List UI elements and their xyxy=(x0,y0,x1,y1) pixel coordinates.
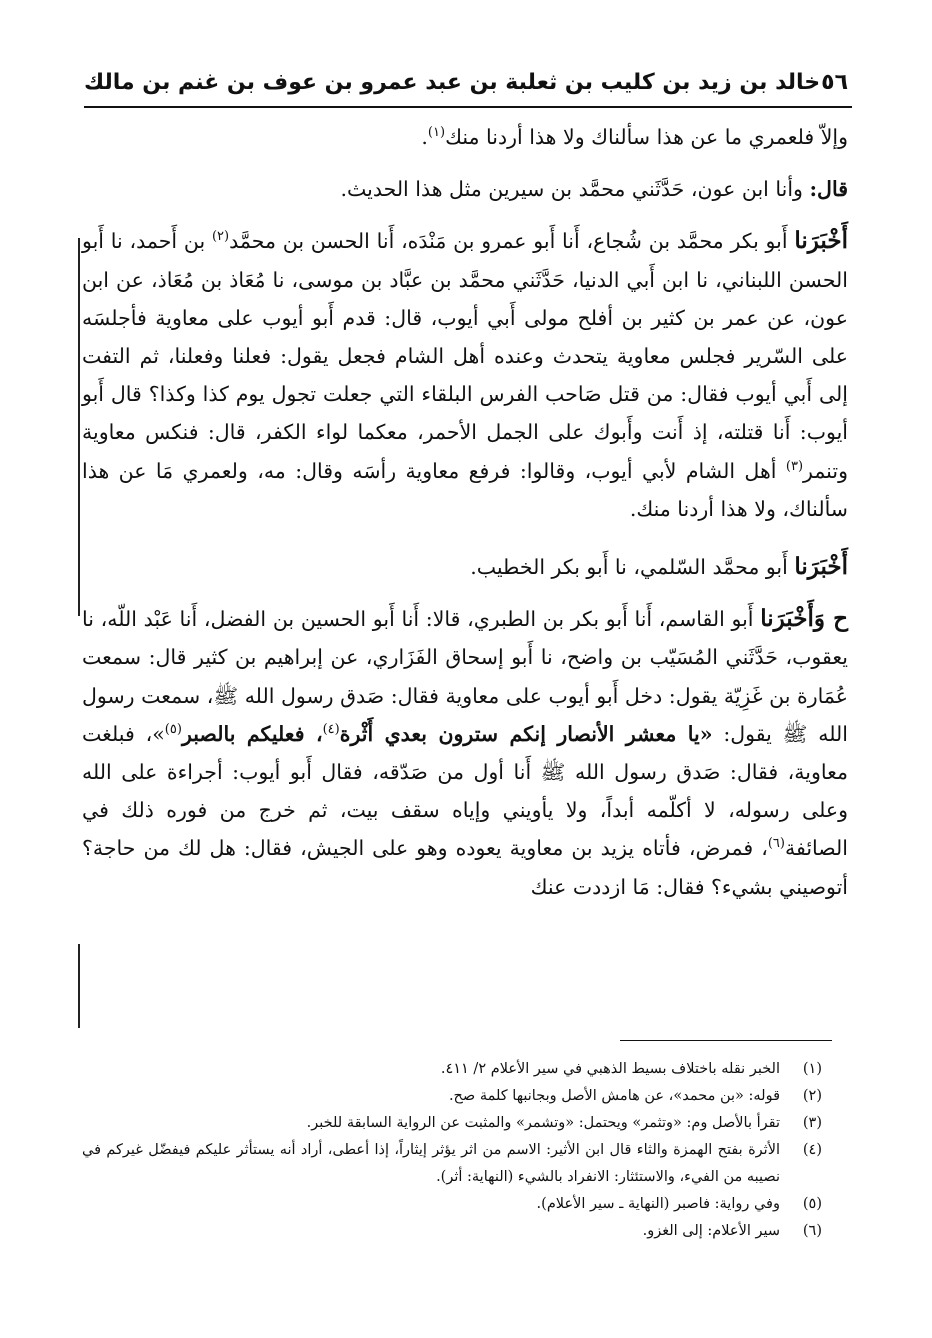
footnote-item xyxy=(82,1218,822,1245)
page-number: ٥٦ xyxy=(821,69,848,95)
footnote-text: وفي رواية: فاصبر (النهاية ـ سير الأعلام). xyxy=(536,1196,780,1212)
footnote-item xyxy=(82,1137,822,1191)
footnotes xyxy=(82,1056,822,1245)
page-header xyxy=(84,62,848,102)
paragraph: وإلاّ فلعمري ما عن هذا سألناك ولا هذا أردنا منك$^{(١)}$. xyxy=(421,125,848,149)
footnote-text: الأثرة بفتح الهمزة والثاء قال ابن الأثير: الاسم من اثر يؤثر إيثاراً، إذا أعطى، أراد أنه يستأثر عليكم فيفضّل غيركم في نصيبه من الفيء، والاستئثار: الانفراد بالشيء (النهاية: أثر). xyxy=(82,1142,780,1185)
footnote-text: الخبر نقله باختلاف بسيط الذهبي في سير الأعلام ٢/ ٤١١. xyxy=(440,1061,780,1077)
footnote-item xyxy=(82,1191,822,1218)
paragraph: ح وَأَخْبَرَنا أَبو القاسم، أَنا أَبو بكر بن الطبري، قالا: أَنا أَبو الحسين بن الفضل، أَنا عَبْد اللّه، نا يعقوب، حَدَّثَني المُسَيّب بن واضح، نا أَبو إسحاق الفَزَاري، عن إبراهيم بن كثير قال: سمعت عُمَارة بن غَزِيّة يقول: دخل أَبو أيوب على معاوية فقال: صَدق رسول الله ﷺ، سمعت رسول الله ﷺ يقول: «يا معشر الأنصار إنكم سترون بعدي أَثْرة$^{(٤)}$، فعليكم بالصبر$^{(٥)}$»، فبلغت معاوية، فقال: صَدق رسول الله ﷺ أَنا أول من صَدّقه، فقال أَبو أيوب: أجراءة على الله وعلى رسوله، لا أكلّمه أبداً، ولا يأويني وإياه سقف بيت، ثم خرج من فوره ذلك في الصائفة$^{(٦)}$، فمرض، فأتاه يزيد بن معاوية يعوده وهو على الجيش، فقال: هل لك من حاجة؟ أتوصيني بشيء؟ فقال: مَا ازددت عنك xyxy=(82,605,848,899)
paragraph-lead: أَخْبَرَنا xyxy=(794,227,848,255)
footnote-ref: (٥) xyxy=(164,722,182,738)
margin-mark xyxy=(78,238,80,616)
footnote-item xyxy=(82,1056,822,1083)
footnote-item xyxy=(82,1083,822,1110)
footnote-ref: (٦) xyxy=(767,836,785,852)
footnote-number: (٤) xyxy=(802,1142,822,1158)
footnote-ref: (١) xyxy=(427,125,446,141)
paragraph-lead: قال: xyxy=(809,177,848,202)
paragraph-lead: أَخْبَرَنا xyxy=(794,553,848,581)
footnote-number: (٦) xyxy=(802,1223,822,1239)
footnote-text: تقرأ بالأصل وم: «وتثمر» ويحتمل: «وتشمر» والمثبت عن الرواية السابقة للخبر. xyxy=(306,1115,780,1131)
paragraph-lead: ح وَأَخْبَرَنا xyxy=(760,605,848,633)
footnote-ref: (٣) xyxy=(785,458,804,474)
paragraph: أَخْبَرَنا أَبو محمَّد السّلمي، نا أَبو بكر الخطيب. xyxy=(470,553,848,581)
hadith-quote: «يا معشر الأنصار إنكم سترون بعدي أَثْرة xyxy=(339,721,713,746)
footnote-number: (٣) xyxy=(802,1115,822,1131)
paragraph: قال: وأنا ابن عون، حَدَّثَني محمَّد بن سيرين مثل هذا الحديث. xyxy=(340,177,848,202)
footnote-text: قوله: «بن محمد»، عن هامش الأصل وبجانبها كلمة صح. xyxy=(448,1088,780,1104)
footnote-ref: (٢) xyxy=(211,229,230,245)
footnote-text: سير الأعلام: إلى الغزو. xyxy=(642,1223,780,1239)
footnote-number: (٥) xyxy=(802,1196,822,1212)
footnote-number: (١) xyxy=(802,1061,822,1077)
footnote-item xyxy=(82,1110,822,1137)
paragraph: أَخْبَرَنا أَبو بكر محمَّد بن شُجاع، أَنا أَبو عمرو بن مَنْدَه، أَنا الحسن بن محمَّد$^{(٢)}$ بن أَحمد، نا أَبو الحسن اللبناني، نا ابن أَبي الدنيا، حَدَّثَني محمَّد بن عبَّاد بن موسى، نا مُعَاذ بن مُعَاذ، عن ابن عون، عن عمر بن كثير بن أفلح مولى أَبي أيوب، قال: قدم أَبو أيوب على معاوية فأجلسَه على السّرير فجلس معاوية يتحدث وعنده أهل الشام فجعل يقول: فعلنا وفعلنا، ثم التفت إلى أَبي أيوب فقال: من قتل صَاحب الفرس البلقاء التي جعلت تجول يوم كذا وكذا؟ قال أَبو أيوب: أَنا قتلته، إذ أَنت وأَبوك على الجمل الأحمر، معكما لواء الكفر، قال: فنكس معاوية وتنمر$^{(٣)}$ أهل الشام لأبي أيوب، وقالوا: فرفع معاوية رأسَه وقال: مه، ولعمري مَا عن هذا سألناك، ولا هذا أردنا منك. xyxy=(82,227,848,521)
footnote-separator xyxy=(620,1040,832,1041)
running-title: خالد بن زيد بن كليب بن ثعلبة بن عبد عمرو بن عوف بن غنم بن مالك xyxy=(84,69,821,95)
footnote-number: (٢) xyxy=(802,1088,822,1104)
margin-mark xyxy=(78,944,80,1028)
main-text xyxy=(82,118,848,906)
footnote-ref: (٤) xyxy=(322,722,340,738)
header-rule xyxy=(84,106,852,108)
